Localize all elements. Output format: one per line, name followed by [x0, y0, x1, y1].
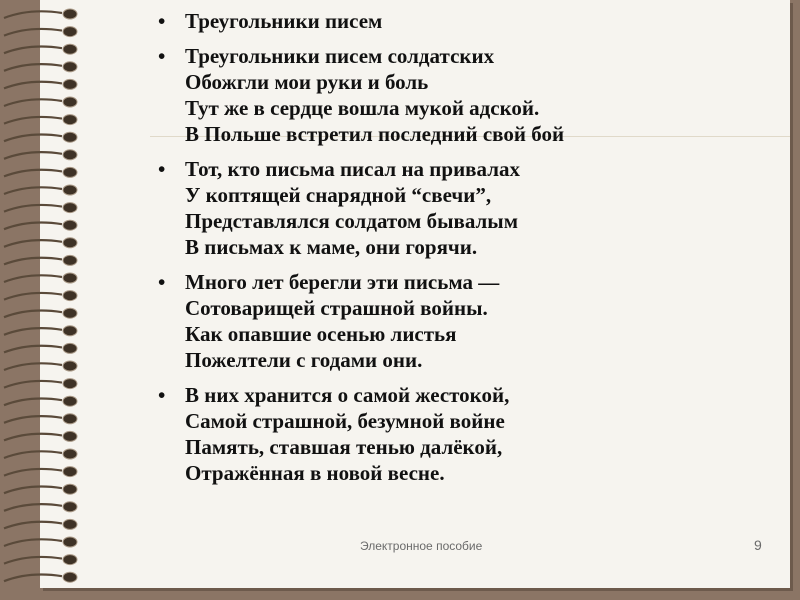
binding-hole	[63, 572, 77, 582]
binding-hole	[63, 467, 77, 477]
spiral-wire	[4, 47, 62, 54]
bullet-icon: •	[158, 44, 166, 68]
binding-hole	[63, 132, 77, 142]
binding-hole	[63, 449, 77, 459]
binding-hole	[63, 291, 77, 301]
slide-title: Треугольники писем	[185, 9, 383, 33]
spiral-wire	[4, 82, 62, 89]
spiral-wire	[4, 275, 62, 282]
binding-hole	[63, 502, 77, 512]
spiral-wire	[4, 487, 62, 494]
poem-line: Тот, кто письма писал на привалах	[185, 157, 520, 181]
poem-line: У коптящей снарядной “свечи”,	[185, 183, 492, 207]
bullet-item-title	[158, 8, 758, 34]
binding-hole	[63, 273, 77, 283]
spiral-wire	[4, 416, 62, 423]
poem-line: В них хранится о самой жестокой,	[185, 383, 510, 407]
stanza-2	[158, 156, 758, 260]
binding-hole	[63, 326, 77, 336]
spiral-wire	[4, 539, 62, 546]
binding-hole	[63, 555, 77, 565]
binding-hole	[63, 62, 77, 72]
poem-content	[158, 8, 758, 495]
spiral-wire	[4, 170, 62, 177]
binding-hole	[63, 97, 77, 107]
poem-line: В Польше встретил последний свой бой	[185, 122, 565, 146]
spiral-wire	[4, 152, 62, 159]
footer-text: Электронное пособие	[360, 539, 483, 553]
poem-line: Самой страшной, безумной войне	[185, 409, 505, 433]
spiral-wire	[4, 557, 62, 564]
spiral-wire	[4, 99, 62, 106]
poem-line: Представлялся солдатом бывалым	[185, 209, 518, 233]
page-number: 9	[754, 537, 762, 553]
spiral-wire	[4, 117, 62, 124]
spiral-wire	[4, 399, 62, 406]
poem-line: Отражённая в новой весне.	[185, 461, 445, 485]
stanza-1	[158, 43, 758, 147]
spiral-wire	[4, 434, 62, 441]
binding-hole	[63, 220, 77, 230]
spiral-wire	[4, 293, 62, 300]
binding-hole	[63, 27, 77, 37]
poem-line: Сотоварищей страшной войны.	[185, 296, 488, 320]
spiral-wire	[4, 11, 62, 18]
spiral-wire	[4, 504, 62, 511]
stanza-3	[158, 269, 758, 373]
binding-hole	[63, 185, 77, 195]
poem-line: Память, ставшая тенью далёкой,	[185, 435, 503, 459]
binding-hole	[63, 150, 77, 160]
spiral-wire	[4, 205, 62, 212]
poem-line: Тут же в сердце вошла мукой адской.	[185, 96, 540, 120]
binding-hole	[63, 44, 77, 54]
spiral-wire	[4, 381, 62, 388]
spiral-wire	[4, 64, 62, 71]
spiral-wire	[4, 311, 62, 318]
spiral-wire	[4, 346, 62, 353]
binding-hole	[63, 379, 77, 389]
spiral-wire	[4, 469, 62, 476]
binding-hole	[63, 414, 77, 424]
spiral-wire	[4, 328, 62, 335]
spiral-wire	[4, 575, 62, 582]
binding-hole	[63, 255, 77, 265]
bullet-icon: •	[158, 9, 166, 33]
spiral-wire	[4, 451, 62, 458]
binding-hole	[63, 361, 77, 371]
spiral-wire	[4, 363, 62, 370]
poem-line: Треугольники писем солдатских	[185, 44, 495, 68]
binding-hole	[63, 9, 77, 19]
bullet-icon: •	[158, 270, 166, 294]
binding-hole	[63, 308, 77, 318]
binding-hole	[63, 537, 77, 547]
poem-line: Много лет берегли эти письма —	[185, 270, 500, 294]
binding-hole	[63, 519, 77, 529]
spiral-wire	[4, 187, 62, 194]
poem-line: Пожелтели с годами они.	[185, 348, 423, 372]
binding-hole	[63, 79, 77, 89]
spiral-wire	[4, 522, 62, 529]
binding-hole	[63, 431, 77, 441]
spiral-wire	[4, 223, 62, 230]
binding-hole	[63, 203, 77, 213]
bullet-icon: •	[158, 383, 166, 407]
binding-hole	[63, 484, 77, 494]
binding-hole	[63, 115, 77, 125]
stanza-4	[158, 382, 758, 486]
binding-hole	[63, 343, 77, 353]
spiral-wire	[4, 258, 62, 265]
poem-line: Обожгли мои руки и боль	[185, 70, 429, 94]
spiral-wire	[4, 240, 62, 247]
binding-hole	[63, 238, 77, 248]
poem-line: В письмах к маме, они горячи.	[185, 235, 478, 259]
spiral-wire	[4, 29, 62, 36]
binding-hole	[63, 396, 77, 406]
binding-hole	[63, 167, 77, 177]
spiral-wire	[4, 135, 62, 142]
bullet-icon: •	[158, 157, 166, 181]
poem-line: Как опавшие осенью листья	[185, 322, 457, 346]
spiral-binding-icon	[0, 0, 100, 600]
